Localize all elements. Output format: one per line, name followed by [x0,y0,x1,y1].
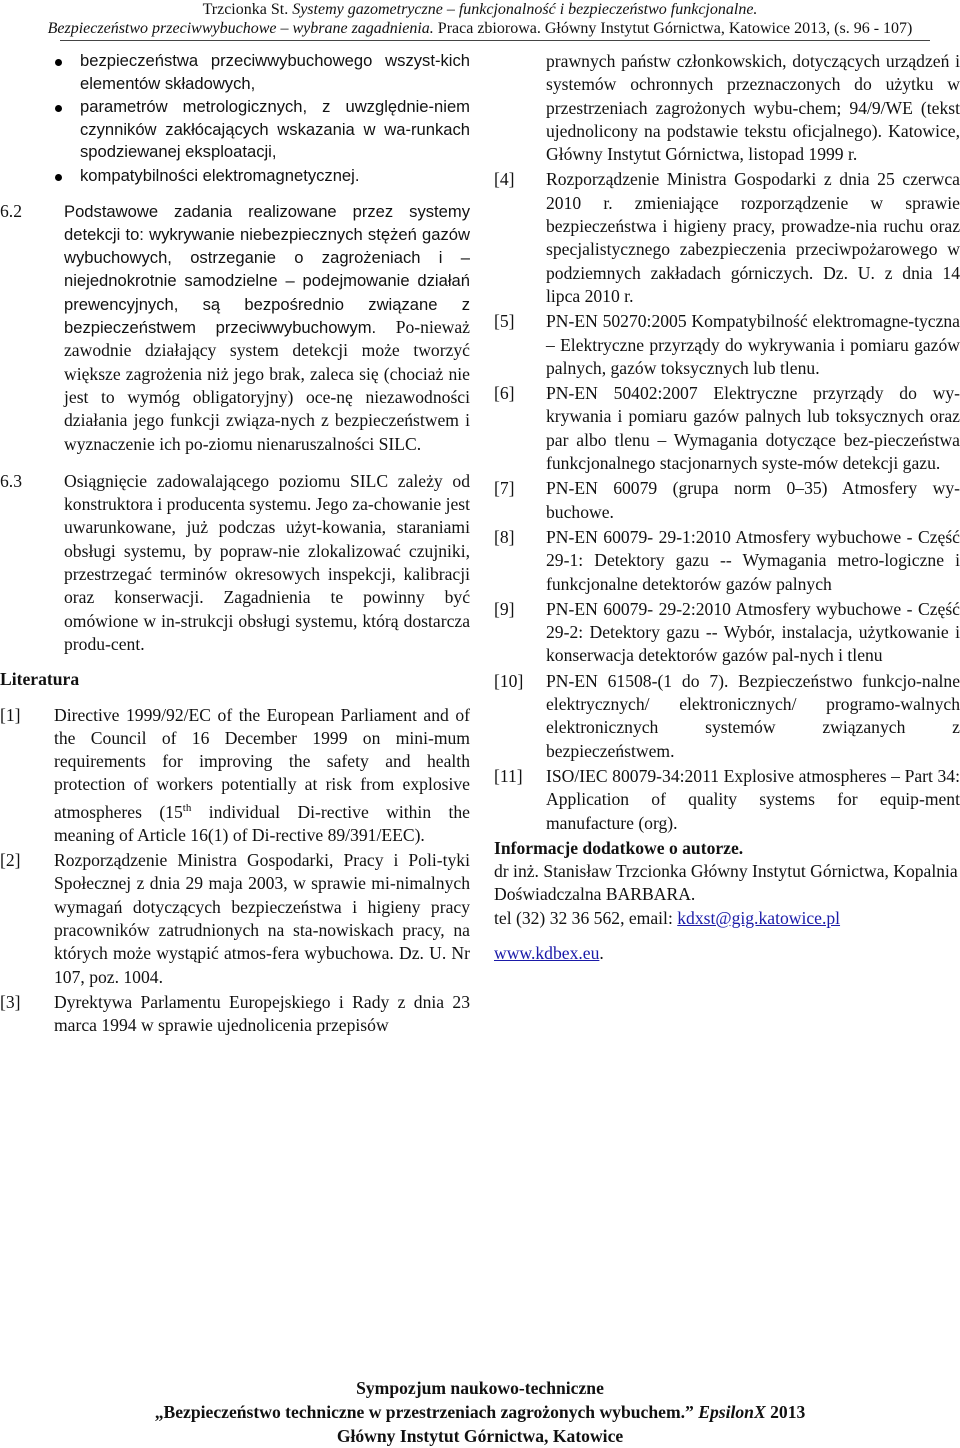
author-affiliation: dr inż. Stanisław Trzcionka Główny Instytut Górnictwa, Kopalnia Doświadczalna BARBARA. [494,861,958,905]
reference-item: [6] PN-EN 50402:2007 Elektryczne przyrządy do wy-krywania i pomiaru gazów palnych lub toksycznych oraz par albo tlenu – Wymagania dotyczące bez-pieczeństwa funkcjonalnego stacjonarnych syste-mów detekcji gazu. [494,383,960,474]
reference-item: [9] PN-EN 60079- 29-2:2010 Atmosfery wybuchowe - Część 29-2: Detektory gazu -- Wybór, instalacja, użytkowanie i konserwacja detektorów gazów pal-nych i tlenu [494,598,960,666]
author-website: www.kdbex.eu. [494,942,604,963]
running-header-line-1 [0,0,960,19]
reference-item: [10] PN-EN 61508-(1 do 7). Bezpieczeństwo funkcjo-nalne elektrycznych/ elektronicznych/ programo-walnych elektronicznych systemów związanych z bezpieczeństwem. [494,670,960,761]
section-number: 6.2 [0,200,22,221]
reference-item: [5] PN-EN 50270:2005 Kompatybilność elektromagne-tyczna – Elektryczne przyrządy do wykrywania i pomiaru gazów palnych, gazów toksycznych lub tlenu. [494,311,960,378]
reference-item: [3] Dyrektywa Parlamentu Europejskiego i Rady z dnia 23 marca 1994 w sprawie ujednolicenia przepisów [0,991,470,1036]
reference-number: [5] [494,311,515,332]
website-link[interactable]: www.kdbex.eu [494,942,600,963]
section-text-part2: Po-nieważ zawodnie działający system detekcji może tworzyć większe zagrożenia niż jego brak, zaleca się (chociaż nie jest to wymóg obligatoryjny) oce-nę niezawodności działania jego funkcji związa-nych z bezpieczeństwem i wyznaczenie ich po-ziomu nienaruszalności SILC. [64,317,470,454]
footer-brand: EpsilonX [698,1402,766,1422]
reference-number: [3] [0,991,21,1012]
footer-title: „Bezpieczeństwo techniczne w przestrzeniach zagrożonych wybuchem.” EpsilonX 2013 [154,1402,806,1422]
bullet-item: parametrów metrologicznych, z uwzględnie-niem czynników zakłócających wskazania w wa-runkach spodziewanej eksploatacji, [0,96,470,164]
section-text: Osiągnięcie zadowalającego poziomu SILC zależy od konstruktora i producenta systemu. Jego za-chowanie jest uwarunkowane, już podczas użyt-kowania, staraniami obsługi systemu, by popraw-nie zlokalizować czujniki, przestrzegać terminów okresowych inspekcji, kalibracji oraz konserwacji. Zagadnienia te powinny być omówione w in-strukcji obsługi systemu, którą dostarcza produ-cent. [64,470,471,654]
literature-heading: Literatura [0,669,80,690]
reference-number: [6] [494,383,515,404]
reference-item: [7] PN-EN 60079 (grupa norm 0–35) Atmosfery wy-buchowe. [494,478,960,522]
author-info-title: Informacje dodatkowe o autorze. [494,837,744,858]
reference-number: [1] [0,704,21,725]
reference-number: [11] [494,765,523,786]
reference-number: [7] [494,478,515,499]
bullet-item: bezpieczeństwa przeciwwybuchowego wszyst-kich elementów składowych, [0,50,470,95]
running-header-line-2 [0,19,960,38]
header-author: Trzcionka St. [202,1,289,18]
reference-item: [8] PN-EN 60079- 29-1:2010 Atmosfery wybuchowe - Część 29-1: Detektory gazu -- Wymagania metro-logiczne i funkcjonalne detektorów gazów palnych [494,526,960,594]
reference-number: [4] [494,169,515,190]
footer-institute: Główny Instytut Górnictwa, Katowice [336,1426,624,1446]
footer-symposium: Sympozjum naukowo-techniczne [356,1378,604,1398]
reference-number: [9] [494,598,515,619]
section-number: 6.3 [0,470,22,491]
section-6-2 [0,200,470,456]
email-link[interactable]: kdxst@gig.katowice.pl [677,907,841,928]
author-contact: tel (32) 32 36 562, email: kdxst@gig.katowice.pl [494,907,841,928]
reference-item: [1] Directive 1999/92/EC of the European Parliament and of the Council of 16 December 1999 on mini-mum requirements for improving the safety and health protection of workers potentially at risk from explosive atmospheres (15th individual Di-rective within the meaning of Article 16(1) of Di-rective 89/391/EEC). [0,704,470,845]
reference-number: [8] [494,526,515,547]
header-publication: Praca zbiorowa. Główny Instytut Górnictwa, Katowice 2013, (s. 96 - 107) [437,20,913,37]
left-column [0,50,470,1040]
bullet-list [0,50,470,188]
bullet-icon [55,59,62,66]
header-book-title: Bezpieczeństwo przeciwwybuchowe – wybrane zagadnienia. [47,20,434,37]
reference-number: [2] [0,850,21,871]
reference-item: [4] Rozporządzenie Ministra Gospodarki z dnia 25 czerwca 2010 r. zmieniające rozporządzenie w sprawie bezpieczeństwa i higieny pracy, prowadze-nia ruchu oraz specjalistycznego zabezpieczenia przeciwpożarowego w podziemnych zakładach górniczych. Dz. U. z dnia 14 lipca 2010 r. [494,169,960,306]
header-title: Systemy gazometryczne – funkcjonalność i bezpieczeństwo funkcjonalne. [292,1,758,18]
author-info [494,837,960,965]
right-column [494,50,960,965]
reference-number: [10] [494,670,524,691]
reference-item: [2] Rozporządzenie Ministra Gospodarki, Pracy i Poli-tyki Społecznej z dnia 29 maja 2003, w sprawie mi-nimalnych wymagań dotyczących bezpieczeństwa i higieny pracy pracowników zatrudnionych na sta-nowiskach pracy, na których może wystąpić atmos-fera wybuchowa. Dz. U. Nr 107, poz. 1004. [0,850,470,987]
section-text-part1: Podstawowe zadania realizowane przez systemy detekcji to: wykrywanie niebezpiecznych stężeń gazów wybuchowych, ostrzeganie o zagrożeniach i – niejednokrotnie samodzielne – podejmowanie działań prewencyjnych, są bezpośrednio związane z bezpieczeństwem przeciwwybuchowym. [64,201,470,338]
section-6-3 [0,470,470,656]
bullet-item: kompatybilności elektromagnetycznej. [0,165,470,188]
bullet-icon [55,105,62,112]
reference-continuation: prawnych państw członkowskich, dotyczących urządzeń i systemów ochronnych przeznaczonych do użytku w przestrzeniach zagrożonych wybu-chem; 94/9/WE (tekst ujednolicony na podstawie tekstu oficjalnego). Katowice, Główny Instytut Górnictwa, listopad 1999 r. [546,51,960,165]
header-divider [60,40,930,41]
bullet-icon [55,174,62,181]
reference-item: [11] ISO/IEC 80079-34:2011 Explosive atmospheres – Part 34: Application of quality systems for equip-ment manufacture (org). [494,765,960,833]
